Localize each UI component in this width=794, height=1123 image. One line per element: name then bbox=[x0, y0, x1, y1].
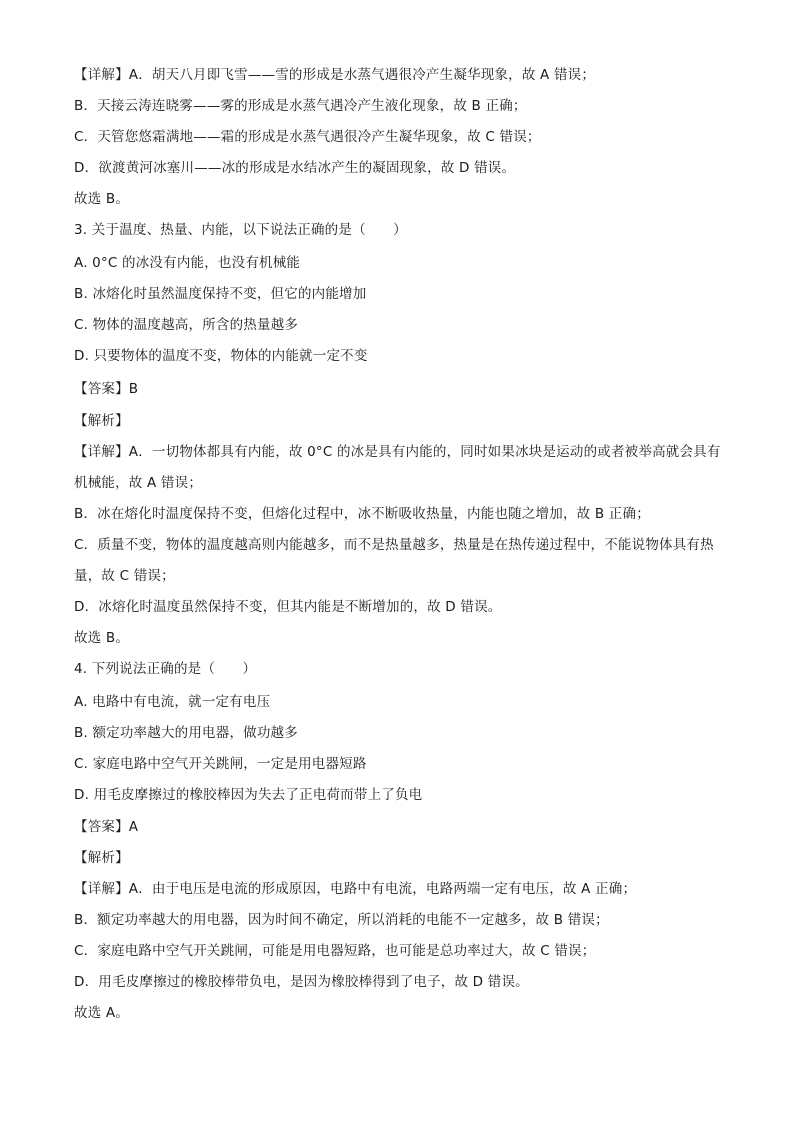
q4-detail-d: D．用毛皮摩擦过的橡胶棒带负电，是因为橡胶棒得到了电子，故 D 错误。 bbox=[74, 974, 529, 990]
q3-detail-b: B．冰在熔化时温度保持不变，但熔化过程中，冰不断吸收热量，内能也随之增加，故 B 正确； bbox=[74, 506, 650, 522]
q3-analysis-label: 【解析】 bbox=[74, 413, 129, 429]
q3-detail-d: D．冰熔化时温度虽然保持不变，但其内能是不断增加的，故 D 错误。 bbox=[74, 599, 502, 615]
q2-detail-b: B．天接云涛连晓雾——雾的形成是水蒸气遇冷产生液化现象，故 B 正确； bbox=[74, 98, 527, 114]
q3-option-b: B. 冰熔化时虽然温度保持不变，但它的内能增加 bbox=[74, 286, 367, 302]
q2-detail-a: 【详解】A．胡天八月即飞雪——雪的形成是水蒸气遇很冷产生凝华现象，故 A 错误； bbox=[74, 67, 596, 83]
q3-stem: 3. 关于温度、热量、内能，以下说法正确的是（ ） bbox=[74, 222, 407, 238]
q4-option-b: B. 额定功率越大的用电器，做功越多 bbox=[74, 725, 298, 741]
q2-detail-c: C．天管您悠霜满地——霜的形成是水蒸气遇很冷产生凝华现象，故 C 错误； bbox=[74, 129, 541, 145]
q4-option-d: D. 用毛皮摩擦过的橡胶棒因为失去了正电荷而带上了负电 bbox=[74, 787, 423, 803]
q3-detail-a: 【详解】A．一切物体都具有内能，故 0°C 的冰是具有内能的，同时如果冰块是运动的或者被举高就会具有机械能，故 A 错误； bbox=[74, 444, 721, 491]
q4-detail-c: C．家庭电路中空气开关跳闸，可能是用电器短路，也可能是总功率过大，故 C 错误； bbox=[74, 943, 596, 959]
q4-analysis-label: 【解析】 bbox=[74, 850, 129, 866]
q2-detail-d: D．欲渡黄河冰塞川——冰的形成是水结冰产生的凝固现象，故 D 错误。 bbox=[74, 160, 516, 176]
q4-stem: 4. 下列说法正确的是（ ） bbox=[74, 661, 257, 677]
q4-detail-b: B．额定功率越大的用电器，因为时间不确定，所以消耗的电能不一定越多，故 B 错误； bbox=[74, 912, 609, 928]
q3-conclusion: 故选 B。 bbox=[74, 630, 130, 646]
q3-answer: 【答案】B bbox=[74, 381, 139, 397]
q3-option-d: D. 只要物体的温度不变，物体的内能就一定不变 bbox=[74, 348, 368, 364]
q3-detail-c: C．质量不变，物体的温度越高则内能越多，而不是热量越多，热量是在热传递过程中，不能说物体具有热量，故 C 错误； bbox=[74, 537, 714, 584]
q4-conclusion: 故选 A。 bbox=[74, 1005, 130, 1021]
q3-option-c: C. 物体的温度越高，所含的热量越多 bbox=[74, 317, 299, 333]
q4-answer: 【答案】A bbox=[74, 819, 139, 835]
q2-conclusion: 故选 B。 bbox=[74, 191, 130, 207]
q4-option-a: A. 电路中有电流，就一定有电压 bbox=[74, 694, 271, 710]
q4-detail-a: 【详解】A．由于电压是电流的形成原因，电路中有电流，电路两端一定有电压，故 A 正确； bbox=[74, 881, 637, 897]
q4-option-c: C. 家庭电路中空气开关跳闸，一定是用电器短路 bbox=[74, 756, 367, 772]
q3-option-a: A. 0°C 的冰没有内能，也没有机械能 bbox=[74, 255, 301, 271]
